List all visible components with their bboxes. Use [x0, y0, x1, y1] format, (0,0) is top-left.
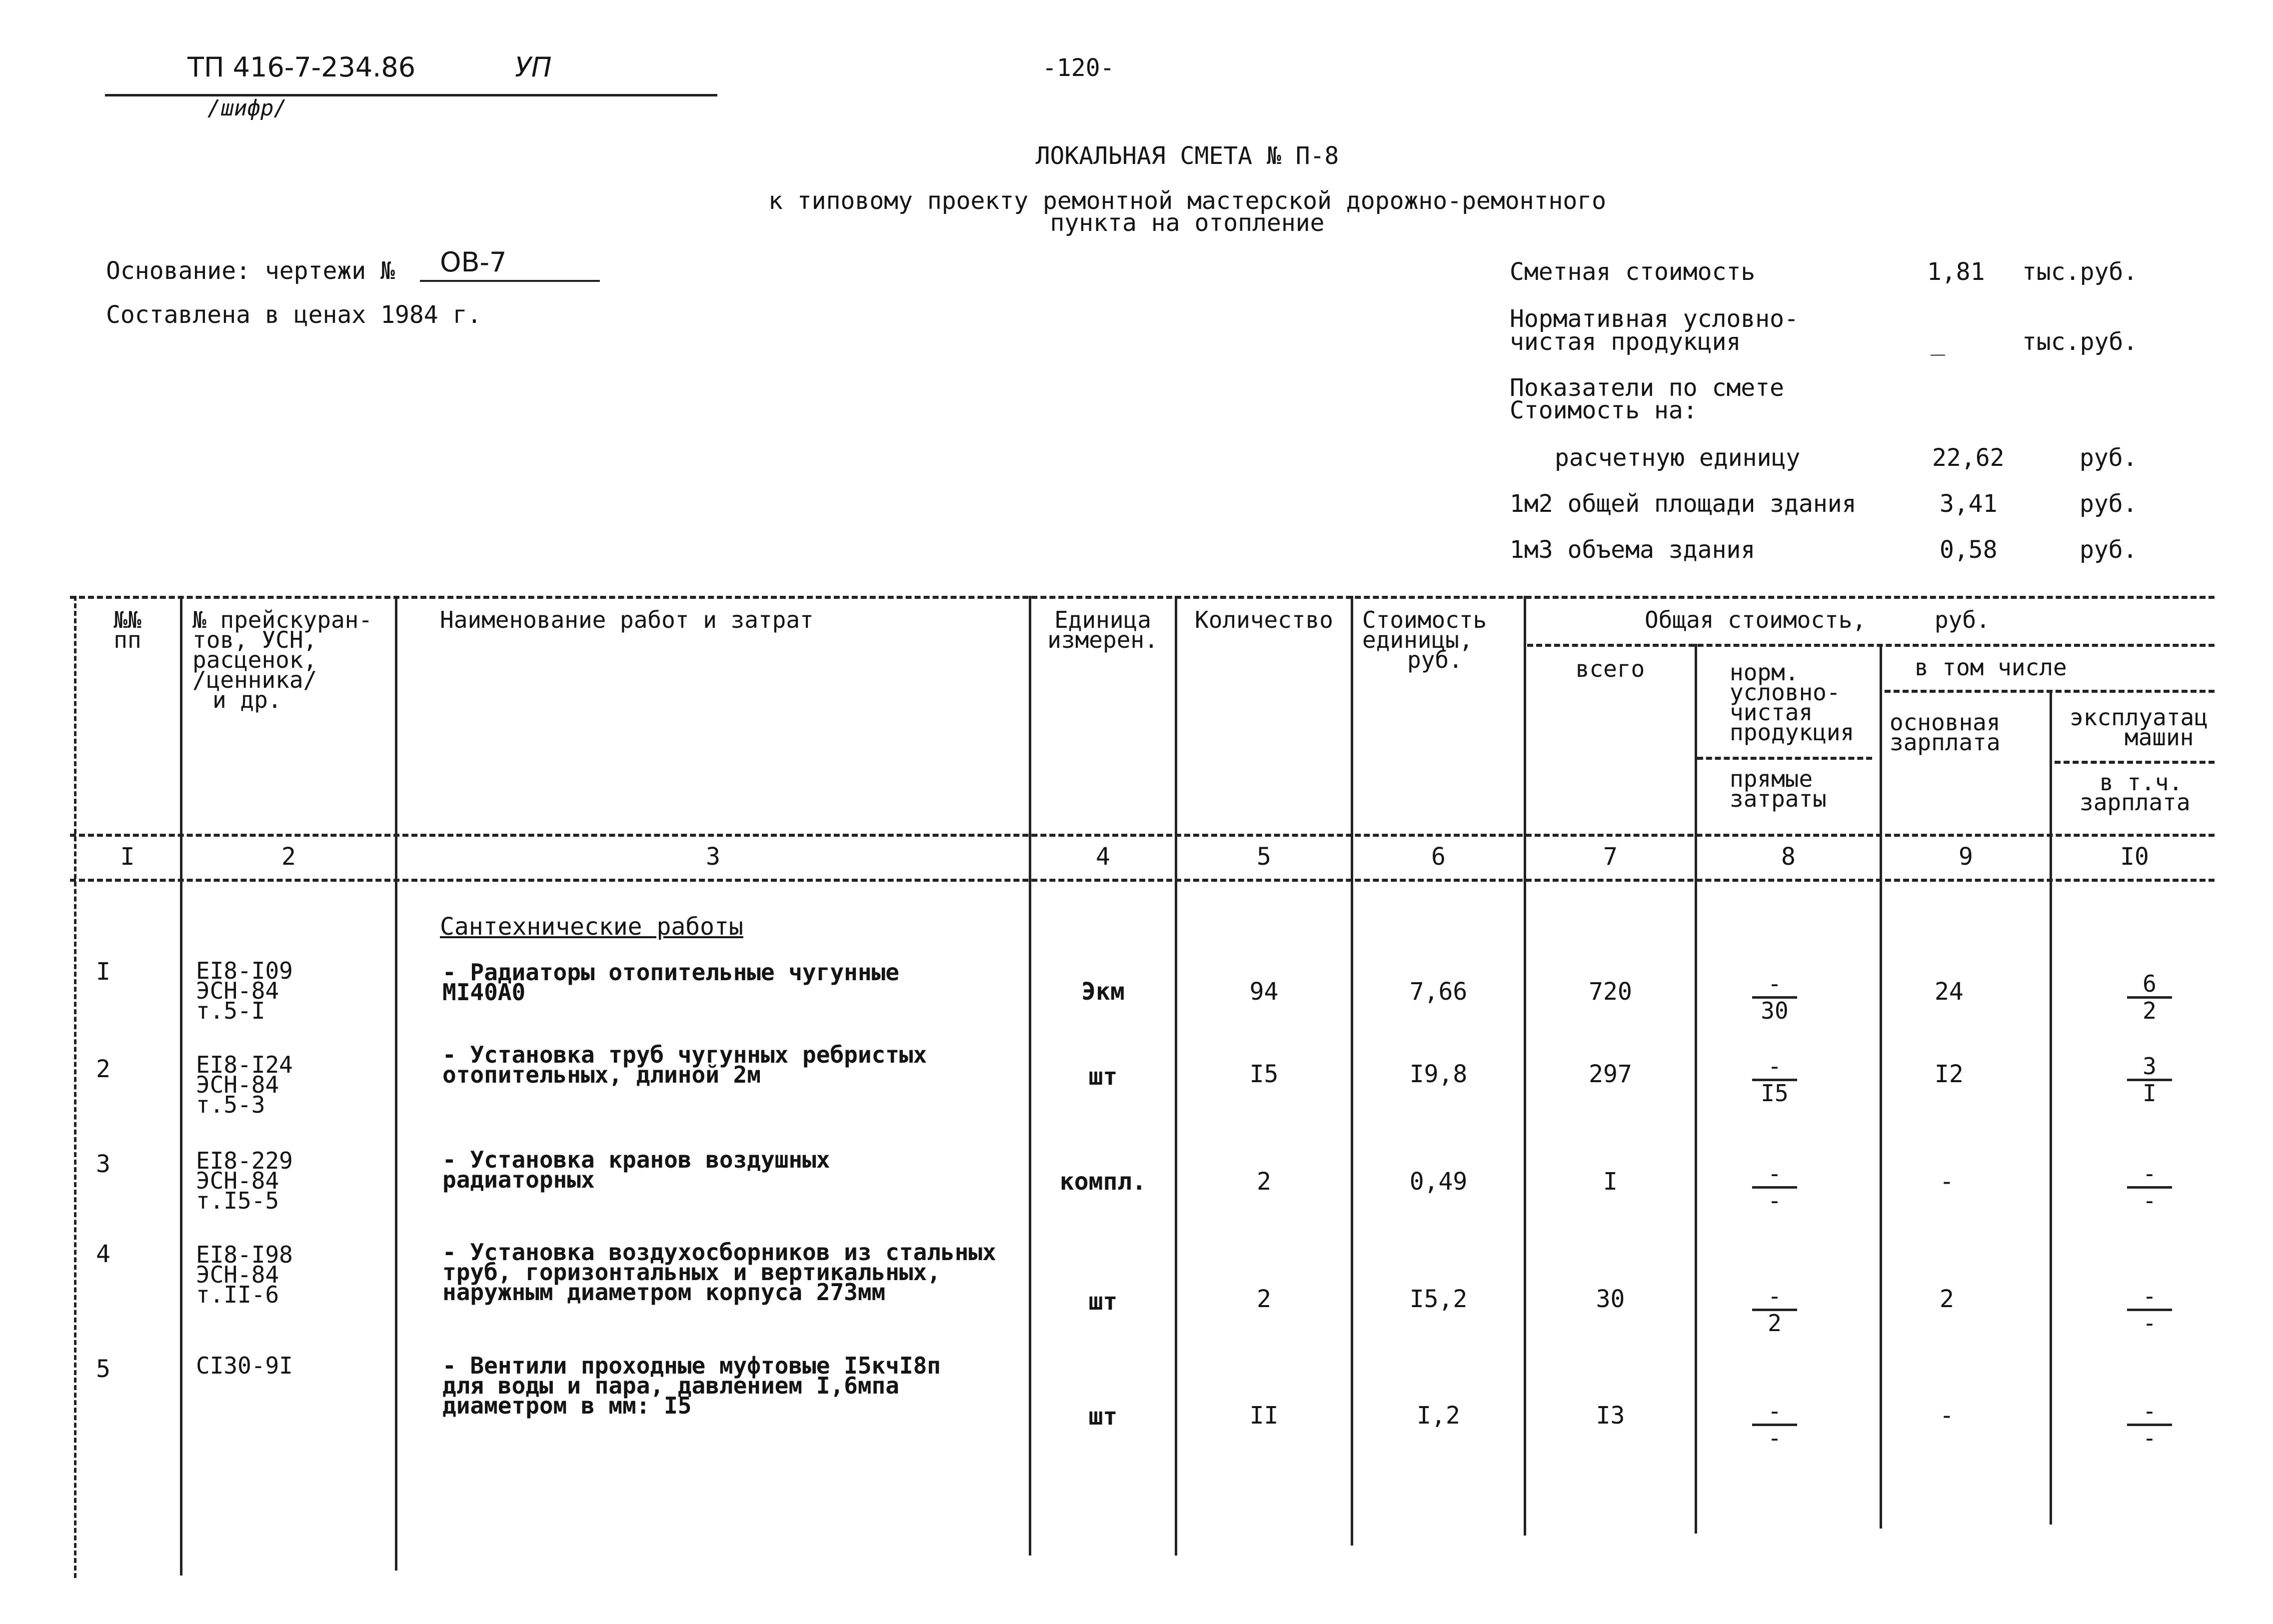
indicator-volume-label: 1м3 объема здания	[1510, 536, 1756, 564]
row-name-line-1: - Установка кранов воздушных	[442, 1146, 830, 1173]
header-col3: Наименование работ и затрат	[440, 606, 814, 633]
col-number-3: 3	[706, 843, 720, 871]
col-line-8	[1880, 644, 1882, 1529]
row-col8-bottom: 30	[1761, 997, 1789, 1024]
indicator-area-label: 1м2 общей площади здания	[1510, 490, 1857, 518]
row-unit-price: 7,66	[1409, 978, 1468, 1006]
header-col5: Количество	[1195, 606, 1333, 633]
row-unit-price: 0,49	[1409, 1168, 1468, 1196]
indicator-unit-label: расчетную единицу	[1555, 444, 1801, 472]
row-name-line-2: радиаторных	[442, 1166, 595, 1193]
row-col8-fraction	[1750, 1055, 1800, 1105]
row-name-line-2: МI40А0	[442, 979, 526, 1006]
col-number-1: I	[120, 843, 135, 871]
row-salary: -	[1940, 1402, 1954, 1430]
col-line-2	[395, 596, 397, 1571]
col-line-9	[2050, 690, 2052, 1525]
row-unit: Экм	[1081, 978, 1125, 1006]
indicator-unit-value: 22,62	[1932, 444, 2005, 472]
row-col8-top: -	[1768, 1160, 1782, 1187]
row-col8-top: -	[1768, 970, 1782, 997]
col-number-9: 9	[1959, 843, 1973, 871]
header-col8-line-4: продукция	[1730, 719, 1855, 746]
row-name-line-2: отопительных, длиной 2м	[442, 1061, 761, 1088]
row-col8-top: -	[1768, 1283, 1782, 1310]
col-number-7: 7	[1603, 843, 1618, 871]
row-unit-price: I,2	[1417, 1402, 1460, 1430]
header-col4-line-2: измерен.	[1047, 626, 1158, 653]
header-col2-line-5: и др.	[212, 686, 282, 713]
row-total: 30	[1596, 1285, 1625, 1313]
row-col10-fraction	[2125, 1400, 2175, 1450]
row-col10-bottom: 2	[2143, 997, 2157, 1024]
header-col10-line-1: эксплуатац	[2070, 704, 2208, 731]
header-col1	[75, 606, 180, 653]
indicator-unit-currency: руб.	[2080, 444, 2138, 472]
row-name	[442, 1239, 996, 1306]
row-col8-fraction	[1750, 1285, 1800, 1335]
row-name-line-2: для воды и пара, давлением I,6мпа	[442, 1372, 899, 1399]
table-top-border	[70, 596, 2215, 599]
estimated-cost-unit: тыс.руб.	[2022, 258, 2138, 286]
section-title: Сантехнические работы	[440, 913, 743, 941]
row-salary: 24	[1935, 978, 1964, 1006]
header-underline	[105, 94, 717, 96]
row-col10-fraction	[2125, 1285, 2175, 1335]
col-line-0	[74, 596, 76, 1578]
album-number: УП	[515, 51, 552, 83]
drawing-number: ОВ-7	[440, 246, 507, 278]
row-code-line-3: т.5-I	[196, 997, 265, 1024]
row-unit: компл.	[1059, 1168, 1147, 1196]
row-quantity: II	[1249, 1402, 1279, 1430]
indicator-area-value: 3,41	[1940, 490, 1998, 518]
row-code-line-1: СI30-9I	[196, 1352, 293, 1379]
row-col8-fraction	[1750, 1400, 1800, 1450]
code-label: /шифр/	[207, 95, 287, 121]
header-col6-line-2: единицы,	[1362, 626, 1473, 653]
row-number: 4	[96, 1240, 110, 1268]
row-name-line-1: - Радиаторы отопительные чугунные	[442, 959, 899, 986]
row-col10-bottom: I	[2143, 1080, 2157, 1107]
row-code	[196, 1241, 293, 1308]
row-unit-price: I5,2	[1409, 1285, 1468, 1313]
normative-unit: тыс.руб.	[2022, 328, 2138, 356]
header-col9-line-1: основная	[1890, 709, 2001, 736]
header-col1-line-2: пп	[113, 626, 141, 653]
header-col8-top	[1730, 659, 1855, 746]
row-col10-top: 3	[2143, 1053, 2157, 1080]
estimate-title: ЛОКАЛЬНАЯ СМЕТА № П-8	[1035, 142, 1339, 170]
row-code-line-2: ЭСН-84	[196, 1261, 279, 1288]
col-number-2: 2	[281, 843, 296, 871]
header-total-group: Общая стоимость,	[1645, 606, 1867, 633]
header-col10-salary-2: зарплата	[2080, 789, 2191, 816]
row-col10-top: 6	[2143, 970, 2157, 997]
col-number-8: 8	[1781, 843, 1796, 871]
header-col10-bottom	[2080, 769, 2191, 816]
row-quantity: 2	[1257, 1285, 1271, 1313]
header-col6-line-3: руб.	[1407, 646, 1463, 673]
header-col8-line-2: условно-	[1730, 679, 1841, 706]
row-number: 2	[96, 1055, 110, 1083]
row-number: I	[96, 958, 110, 986]
row-col8-top: -	[1768, 1053, 1782, 1080]
normative-label-2: чистая продукция	[1510, 328, 1741, 356]
row-code-line-2: ЭСН-84	[196, 1167, 279, 1194]
estimate-subtitle-line-1: к типовому проекту ремонтной мастерской дорожно-ремонтного	[768, 187, 1607, 215]
header-col4	[1031, 606, 1175, 653]
row-quantity: 94	[1249, 978, 1279, 1006]
row-col8-bottom: -	[1768, 1425, 1782, 1452]
header-col10-top	[2070, 704, 2208, 751]
row-unit: шт	[1088, 1288, 1118, 1316]
row-col8-fraction	[1750, 972, 1800, 1022]
header-line-numbers-bottom	[70, 879, 2215, 882]
header-col2-line-3: расценок,	[192, 646, 317, 673]
row-code-line-3: т.I5-5	[196, 1187, 279, 1214]
header-col2-line-1: № прейскуран-	[192, 606, 373, 633]
header-line-total	[1527, 644, 2215, 647]
row-name-line-3: диаметром в мм: I5	[442, 1392, 692, 1419]
header-col10-salary-1: в т.ч.	[2100, 769, 2183, 796]
header-col8-line-3: чистая	[1730, 699, 1813, 726]
header-line-col8	[1697, 757, 1872, 760]
indicators-label: Показатели по смете	[1510, 374, 1785, 402]
row-col10-bottom: -	[2143, 1425, 2157, 1452]
drawing-number-underline	[420, 280, 600, 282]
row-col8-bottom: -	[1768, 1187, 1782, 1214]
document-code: ТП 416-7-234.86	[187, 51, 416, 83]
row-code-line-3: т.5-3	[196, 1091, 265, 1118]
row-number: 3	[96, 1150, 110, 1178]
estimated-cost-label: Сметная стоимость	[1510, 258, 1756, 286]
row-salary: 2	[1940, 1285, 1954, 1313]
row-name-line-1: - Установка труб чугунных ребристых	[442, 1041, 927, 1068]
header-col8-direct-2: затраты	[1730, 785, 1827, 812]
header-line-numbers-top	[70, 834, 2215, 837]
row-quantity: 2	[1257, 1168, 1271, 1196]
row-code	[196, 957, 293, 1024]
col-number-5: 5	[1257, 843, 1271, 871]
header-col9	[1890, 709, 2001, 756]
col-line-1	[180, 596, 182, 1576]
row-name-line-1: - Вентили проходные муфтовые I5кчI8п	[442, 1352, 941, 1379]
row-col10-fraction	[2125, 1162, 2175, 1212]
header-col9-line-2: зарплата	[1890, 729, 2001, 756]
row-col10-fraction	[2125, 972, 2175, 1022]
estimated-cost-value: 1,81	[1927, 258, 1985, 286]
row-name	[442, 1352, 941, 1419]
row-code-line-1: ЕI8-229	[196, 1147, 293, 1174]
row-col8-bottom: I5	[1761, 1080, 1789, 1107]
header-col1-line-1: №№	[113, 606, 141, 633]
indicators-cost-on: Стоимость на:	[1510, 396, 1698, 424]
header-col8-line-1: норм.	[1730, 659, 1799, 686]
row-code	[196, 1352, 293, 1379]
row-code-line-1: ЕI8-I98	[196, 1241, 293, 1268]
row-code-line-2: ЭСН-84	[196, 1071, 279, 1098]
prices-year: Составлена в ценах 1984 г.	[106, 301, 482, 329]
row-code-line-3: т.II-6	[196, 1281, 279, 1308]
indicator-volume-currency: руб.	[2080, 536, 2138, 564]
estimate-subtitle-line-2: пункта на отопление	[1050, 209, 1325, 237]
row-col10-bottom: -	[2143, 1310, 2157, 1337]
row-col8-bottom: 2	[1768, 1310, 1782, 1337]
header-line-col10	[2055, 761, 2215, 764]
row-total: 720	[1589, 978, 1632, 1006]
row-col10-bottom: -	[2143, 1187, 2157, 1214]
header-col2-line-4: /ценника/	[192, 666, 317, 693]
row-name	[442, 1041, 927, 1088]
normative-label-1: Нормативная условно-	[1510, 305, 1799, 333]
row-code	[196, 1051, 293, 1118]
row-quantity: I5	[1249, 1060, 1279, 1088]
row-col8-fraction	[1750, 1162, 1800, 1212]
row-name-line-2: труб, горизонтальных и вертикальных,	[442, 1259, 941, 1286]
row-unit: шт	[1088, 1403, 1118, 1431]
col-number-10: I0	[2120, 843, 2149, 871]
normative-value: _	[1931, 328, 1945, 356]
row-total: 297	[1589, 1060, 1632, 1088]
row-total: I	[1603, 1168, 1618, 1196]
header-col6-line-1: Стоимость	[1362, 606, 1487, 633]
page-number: -120-	[1042, 54, 1115, 82]
header-col8-direct-1: прямые	[1730, 765, 1813, 792]
row-number: 5	[96, 1355, 110, 1383]
header-col4-line-1: Единица	[1054, 606, 1151, 633]
row-code-line-2: ЭСН-84	[196, 977, 279, 1004]
header-col10-line-2: машин	[2125, 724, 2194, 751]
row-col10-top: -	[2143, 1160, 2157, 1187]
indicator-volume-value: 0,58	[1940, 536, 1998, 564]
col-line-7	[1695, 644, 1697, 1534]
row-salary: I2	[1935, 1060, 1964, 1088]
header-col6	[1362, 606, 1487, 673]
row-name	[442, 1146, 830, 1193]
header-col7: всего	[1575, 655, 1645, 682]
header-including: в том числе	[1915, 654, 2067, 681]
row-col10-top: -	[2143, 1283, 2157, 1310]
row-name-line-3: наружным диаметром корпуса 273мм	[442, 1279, 886, 1306]
row-col10-top: -	[2143, 1398, 2157, 1425]
header-col8-bottom	[1730, 765, 1827, 812]
row-unit: шт	[1088, 1063, 1118, 1091]
row-col10-fraction	[2125, 1055, 2175, 1105]
header-col2-line-2: тов, УСН,	[192, 626, 317, 653]
basis-label: Основание: чертежи №	[106, 257, 395, 285]
header-col2	[192, 606, 373, 713]
col-number-4: 4	[1096, 843, 1110, 871]
row-col8-top: -	[1768, 1398, 1782, 1425]
indicator-area-currency: руб.	[2080, 490, 2138, 518]
row-code	[196, 1147, 293, 1214]
col-number-6: 6	[1431, 843, 1446, 871]
row-code-line-1: ЕI8-I24	[196, 1051, 293, 1078]
row-code-line-1: ЕI8-I09	[196, 957, 293, 984]
row-total: I3	[1596, 1402, 1625, 1430]
row-salary: -	[1940, 1168, 1954, 1196]
row-name	[442, 959, 899, 1006]
header-total-unit: руб.	[1935, 606, 1990, 633]
row-unit-price: I9,8	[1409, 1060, 1468, 1088]
row-name-line-1: - Установка воздухосборников из стальных	[442, 1239, 996, 1266]
